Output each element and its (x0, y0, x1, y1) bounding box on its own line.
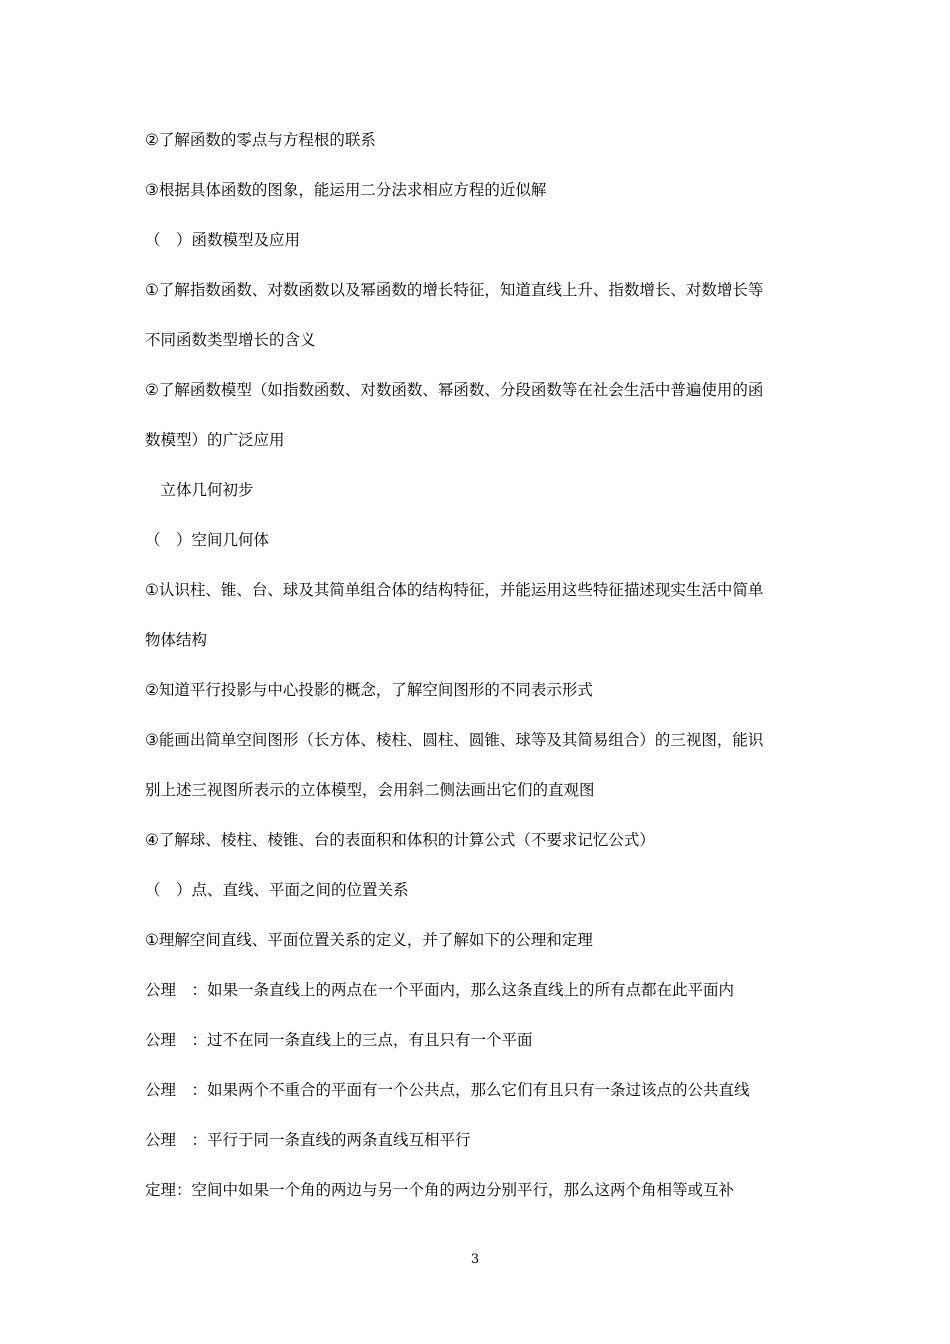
text-line: 物体结构 (145, 631, 208, 649)
text-line: ①了解指数函数、对数函数以及幂函数的增长特征，知道直线上升、指数增长、对数增长等 (145, 281, 764, 299)
text-line: 公理 ：如果一条直线上的两点在一个平面内，那么这条直线上的所有点都在此平面内 (145, 981, 735, 999)
page-number: 3 (470, 1252, 480, 1267)
text-line: 别上述三视图所表示的立体模型，会用斜二侧法画出它们的直观图 (145, 781, 595, 799)
text-line: ③根据具体函数的图象，能运用二分法求相应方程的近似解 (145, 181, 547, 199)
text-line: 定理：空间中如果一个角的两边与另一个角的两边分别平行，那么这两个角相等或互补 (145, 1181, 735, 1199)
text-line: ④了解球、棱柱、棱锥、台的表面积和体积的计算公式（不要求记忆公式） (145, 831, 655, 849)
section-heading: （ ）函数模型及应用 (145, 231, 301, 249)
text-line: 数模型）的广泛应用 (145, 431, 285, 449)
section-heading: 立体几何初步 (145, 481, 254, 499)
text-line: ②了解函数的零点与方程根的联系 (145, 131, 376, 149)
text-line: ①认识柱、锥、台、球及其简单组合体的结构特征，并能运用这些特征描述现实生活中简单 (145, 581, 764, 599)
text-line: 不同函数类型增长的含义 (145, 331, 316, 349)
section-heading: （ ）空间几何体 (145, 531, 270, 549)
text-line: ③能画出简单空间图形（长方体、棱柱、圆柱、圆锥、球等及其简易组合）的三视图，能识 (145, 731, 764, 749)
text-line: 公理 ：平行于同一条直线的两条直线互相平行 (145, 1131, 471, 1149)
text-line: ②了解函数模型（如指数函数、对数函数、幂函数、分段函数等在社会生活中普遍使用的函 (145, 381, 764, 399)
text-line: 公理 ：过不在同一条直线上的三点，有且只有一个平面 (145, 1031, 533, 1049)
section-heading: （ ）点、直线、平面之间的位置关系 (145, 881, 409, 899)
text-line: ①理解空间直线、平面位置关系的定义，并了解如下的公理和定理 (145, 931, 593, 949)
text-line: ②知道平行投影与中心投影的概念，了解空间图形的不同表示形式 (145, 681, 593, 699)
text-line: 公理 ：如果两个不重合的平面有一个公共点，那么它们有且只有一条过该点的公共直线 (145, 1081, 750, 1099)
